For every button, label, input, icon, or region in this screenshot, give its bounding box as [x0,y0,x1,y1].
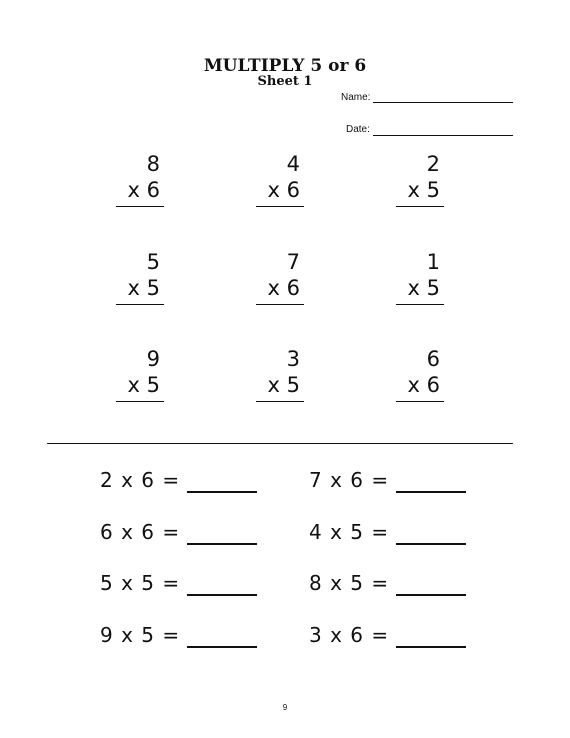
horizontal-problem [309,623,479,649]
vertical-problem [254,347,304,407]
problem-multiplier: x 5 [127,373,160,397]
answer-blank[interactable] [396,646,466,648]
problem-multiplier: x 6 [267,178,300,202]
page-subtitle: Sheet 1 [257,74,313,89]
problem-multiplier: x 5 [127,276,160,300]
answer-blank[interactable] [187,543,257,545]
problem-top-number: 9 [146,347,160,371]
horizontal-problem [309,520,479,546]
vertical-problem [254,250,304,310]
vertical-problem [114,347,164,407]
problem-top-number: 3 [286,347,300,371]
horizontal-problem [100,571,270,597]
problem-multiplier: x 6 [267,276,300,300]
answer-line[interactable] [396,401,444,402]
problem-top-number: 7 [286,250,300,274]
name-field[interactable] [373,102,513,103]
problem-expression: 4 x 5 = [309,520,389,544]
problem-expression: 3 x 6 = [309,623,389,647]
problem-top-number: 1 [426,250,440,274]
problem-expression: 9 x 5 = [100,623,180,647]
answer-line[interactable] [396,206,444,207]
answer-line[interactable] [256,304,304,305]
answer-line[interactable] [256,206,304,207]
horizontal-problem [100,468,270,494]
horizontal-problem [100,520,270,546]
answer-blank[interactable] [396,543,466,545]
answer-blank[interactable] [187,594,257,596]
problem-multiplier: x 5 [267,373,300,397]
answer-line[interactable] [396,304,444,305]
problem-expression: 7 x 6 = [309,468,389,492]
problem-top-number: 6 [426,347,440,371]
answer-blank[interactable] [187,491,257,493]
vertical-problem [254,152,304,212]
vertical-problem [394,152,444,212]
vertical-problem [114,152,164,212]
horizontal-problem [309,468,479,494]
page-title: MULTIPLY 5 or 6 [203,56,367,76]
problem-expression: 8 x 5 = [309,571,389,595]
problem-top-number: 2 [426,152,440,176]
date-field[interactable] [373,135,513,136]
answer-line[interactable] [116,304,164,305]
horizontal-problem [309,571,479,597]
date-label: Date: [346,124,370,135]
answer-line[interactable] [256,401,304,402]
problem-expression: 2 x 6 = [100,468,180,492]
problem-top-number: 4 [286,152,300,176]
problem-multiplier: x 5 [407,276,440,300]
answer-blank[interactable] [396,491,466,493]
answer-blank[interactable] [396,594,466,596]
answer-blank[interactable] [187,646,257,648]
problem-expression: 6 x 6 = [100,520,180,544]
problem-multiplier: x 6 [407,373,440,397]
vertical-problem [394,250,444,310]
problem-multiplier: x 6 [127,178,160,202]
problem-expression: 5 x 5 = [100,571,180,595]
section-divider [47,443,513,444]
horizontal-problem [100,623,270,649]
answer-line[interactable] [116,206,164,207]
problem-multiplier: x 5 [407,178,440,202]
problem-top-number: 8 [146,152,160,176]
vertical-problem [114,250,164,310]
answer-line[interactable] [116,401,164,402]
name-label: Name: [341,92,371,103]
page-number: 9 [282,703,288,712]
vertical-problem [394,347,444,407]
problem-top-number: 5 [146,250,160,274]
